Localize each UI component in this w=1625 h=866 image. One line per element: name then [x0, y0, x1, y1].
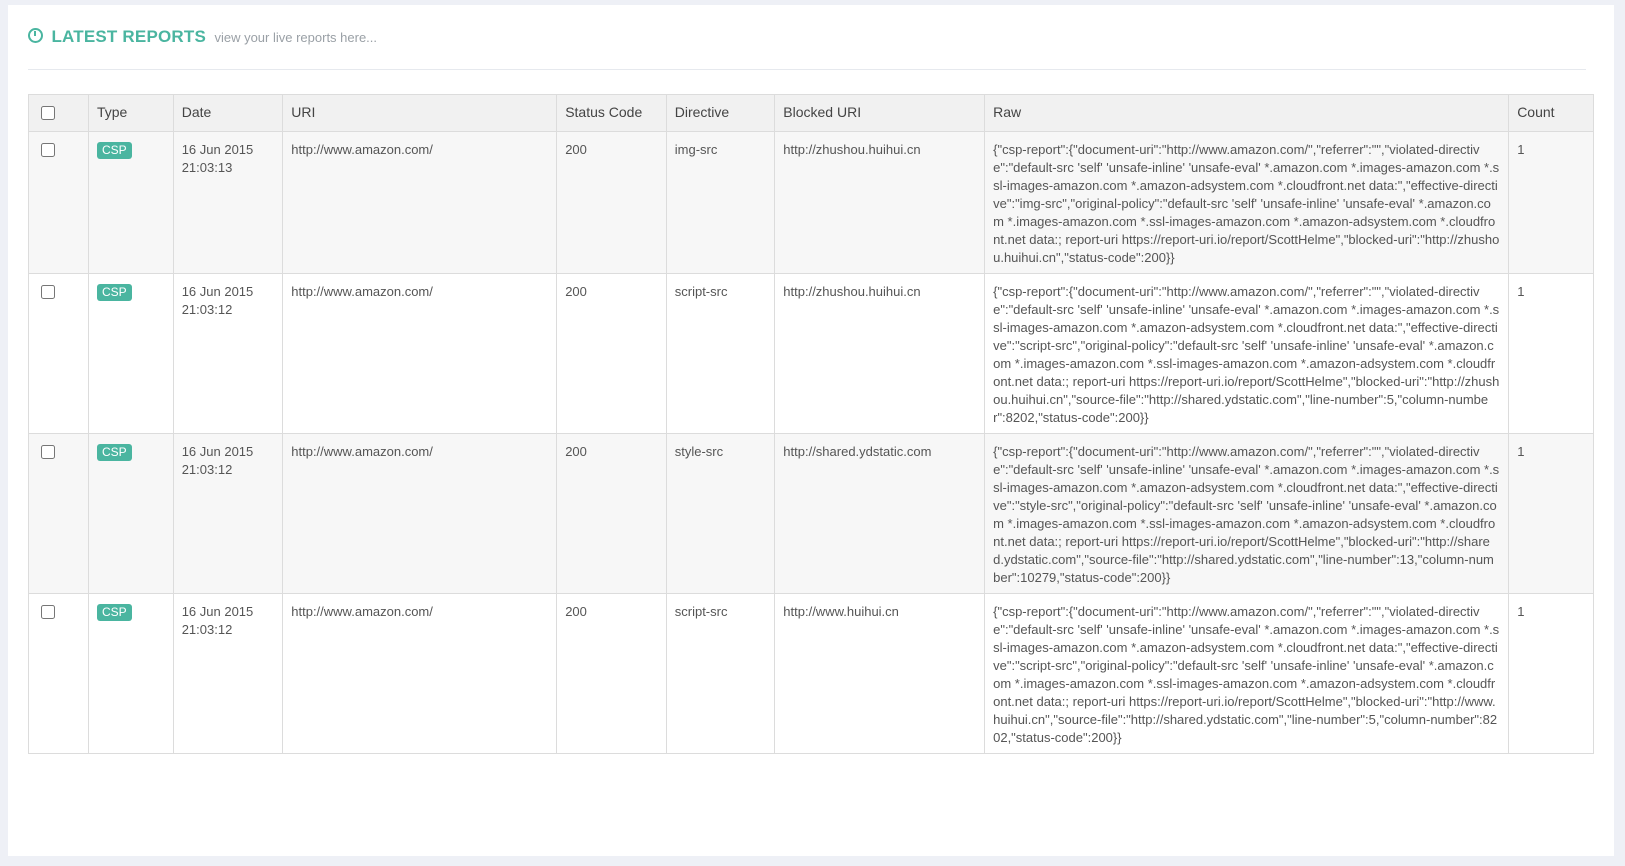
row-select-cell	[29, 132, 89, 274]
uri-cell: http://www.amazon.com/	[283, 274, 557, 434]
row-checkbox[interactable]	[41, 285, 55, 299]
reports-table	[28, 94, 1594, 754]
table-row	[29, 434, 1594, 594]
page-subtitle: view your live reports here...	[214, 30, 378, 45]
row-select-cell	[29, 274, 89, 434]
row-checkbox[interactable]	[41, 605, 55, 619]
raw-cell: {"csp-report":{"document-uri":"http://www.amazon.com/","referrer":"","violated-directive":"default-src 'self' 'unsafe-inline' 'unsafe-eval' *.amazon.com *.images-amazon.com *.ssl-images-amazon.com *.amazon-adsystem.com *.cloudfront.net data:","effective-directive":"img-src","original-policy":"default-src 'self' 'unsafe-inline' 'unsafe-eval' *.amazon.com *.images-amazon.com *.ssl-images-amazon.com *.amazon-adsystem.com *.cloudfront.net data:; report-uri https://report-uri.io/report/ScottHelme","blocked-uri":"http://zhushou.huihui.cn","status-code":200}}	[985, 132, 1509, 274]
type-cell	[88, 434, 173, 594]
status-code-cell: 200	[557, 132, 667, 274]
page-title: LATEST REPORTS	[51, 27, 206, 46]
directive-cell: script-src	[666, 274, 775, 434]
uri-cell: http://www.amazon.com/	[283, 132, 557, 274]
blocked-uri-cell: http://shared.ydstatic.com	[775, 434, 985, 594]
select-all-checkbox[interactable]	[41, 106, 55, 120]
row-checkbox[interactable]	[41, 143, 55, 157]
type-cell	[88, 594, 173, 754]
row-select-cell	[29, 594, 89, 754]
type-badge: CSP	[97, 284, 132, 301]
status-code-cell: 200	[557, 274, 667, 434]
uri-cell: http://www.amazon.com/	[283, 434, 557, 594]
column-header-directive[interactable]: Directive	[666, 95, 775, 132]
type-cell	[88, 132, 173, 274]
column-header-date[interactable]: Date	[173, 95, 283, 132]
row-select-cell	[29, 434, 89, 594]
blocked-uri-cell: http://zhushou.huihui.cn	[775, 132, 985, 274]
table-row	[29, 594, 1594, 754]
column-header-status-code[interactable]: Status Code	[557, 95, 667, 132]
status-code-cell: 200	[557, 594, 667, 754]
type-badge: CSP	[97, 604, 132, 621]
directive-cell: img-src	[666, 132, 775, 274]
raw-cell: {"csp-report":{"document-uri":"http://www.amazon.com/","referrer":"","violated-directive":"default-src 'self' 'unsafe-inline' 'unsafe-eval' *.amazon.com *.images-amazon.com *.ssl-images-amazon.com *.amazon-adsystem.com *.cloudfront.net data:","effective-directive":"style-src","original-policy":"default-src 'self' 'unsafe-inline' 'unsafe-eval' *.amazon.com *.images-amazon.com *.ssl-images-amazon.com *.amazon-adsystem.com *.cloudfront.net data:; report-uri https://report-uri.io/report/ScottHelme","blocked-uri":"http://shared.ydstatic.com","source-file":"http://shared.ydstatic.com","line-number":13,"column-number":10279,"status-code":200}}	[985, 434, 1509, 594]
count-cell: 1	[1509, 434, 1594, 594]
column-header-type[interactable]: Type	[88, 95, 173, 132]
column-header-uri[interactable]: URI	[283, 95, 557, 132]
count-cell: 1	[1509, 132, 1594, 274]
column-header-blocked-uri[interactable]: Blocked URI	[775, 95, 985, 132]
directive-cell: script-src	[666, 594, 775, 754]
reports-panel	[8, 5, 1614, 856]
status-code-cell: 200	[557, 434, 667, 594]
type-cell	[88, 274, 173, 434]
panel-header	[28, 27, 1586, 70]
table-header-row	[29, 95, 1594, 132]
table-row	[29, 274, 1594, 434]
row-checkbox[interactable]	[41, 445, 55, 459]
select-all-cell	[29, 95, 89, 132]
type-badge: CSP	[97, 142, 132, 159]
count-cell: 1	[1509, 594, 1594, 754]
raw-cell: {"csp-report":{"document-uri":"http://www.amazon.com/","referrer":"","violated-directive":"default-src 'self' 'unsafe-inline' 'unsafe-eval' *.amazon.com *.images-amazon.com *.ssl-images-amazon.com *.amazon-adsystem.com *.cloudfront.net data:","effective-directive":"script-src","original-policy":"default-src 'self' 'unsafe-inline' 'unsafe-eval' *.amazon.com *.images-amazon.com *.ssl-images-amazon.com *.amazon-adsystem.com *.cloudfront.net data:; report-uri https://report-uri.io/report/ScottHelme","blocked-uri":"http://zhushou.huihui.cn","source-file":"http://shared.ydstatic.com","line-number":5,"column-number":8202,"status-code":200}}	[985, 274, 1509, 434]
column-header-count[interactable]: Count	[1509, 95, 1594, 132]
date-cell: 16 Jun 2015 21:03:13	[173, 132, 283, 274]
date-cell: 16 Jun 2015 21:03:12	[173, 274, 283, 434]
uri-cell: http://www.amazon.com/	[283, 594, 557, 754]
directive-cell: style-src	[666, 434, 775, 594]
date-cell: 16 Jun 2015 21:03:12	[173, 594, 283, 754]
table-row	[29, 132, 1594, 274]
raw-cell: {"csp-report":{"document-uri":"http://www.amazon.com/","referrer":"","violated-directive":"default-src 'self' 'unsafe-inline' 'unsafe-eval' *.amazon.com *.images-amazon.com *.ssl-images-amazon.com *.amazon-adsystem.com *.cloudfront.net data:","effective-directive":"script-src","original-policy":"default-src 'self' 'unsafe-inline' 'unsafe-eval' *.amazon.com *.images-amazon.com *.ssl-images-amazon.com *.amazon-adsystem.com *.cloudfront.net data:; report-uri https://report-uri.io/report/ScottHelme","blocked-uri":"http://www.huihui.cn","source-file":"http://shared.ydstatic.com","line-number":5,"column-number":8202,"status-code":200}}	[985, 594, 1509, 754]
clock-icon	[28, 28, 43, 43]
column-header-raw[interactable]: Raw	[985, 95, 1509, 132]
date-cell: 16 Jun 2015 21:03:12	[173, 434, 283, 594]
type-badge: CSP	[97, 444, 132, 461]
blocked-uri-cell: http://www.huihui.cn	[775, 594, 985, 754]
blocked-uri-cell: http://zhushou.huihui.cn	[775, 274, 985, 434]
count-cell: 1	[1509, 274, 1594, 434]
